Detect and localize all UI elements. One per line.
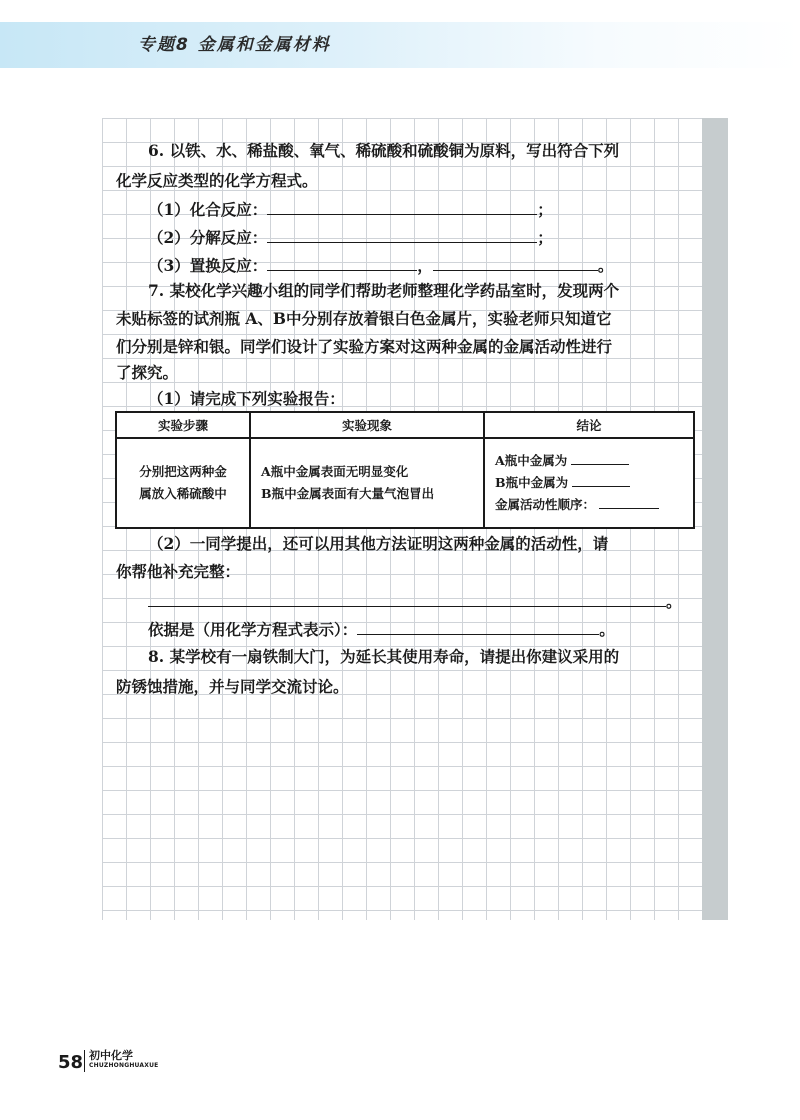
q6-decomposition-item (148, 226, 553, 249)
decomposition-answer-blank[interactable] (267, 226, 537, 243)
experiment-report-table (115, 411, 695, 529)
method-answer-blank[interactable] (148, 590, 666, 607)
header-phenomena: 实验现象 (250, 412, 484, 438)
q6-decomposition-label: （2）分解反应： (148, 228, 268, 247)
step-line-1: 分别把这两种金 (139, 464, 227, 479)
conclusion-a-line (495, 450, 683, 472)
activity-order-blank[interactable] (599, 494, 659, 509)
book-pinyin: CHUZHONGHUAXUE (89, 1062, 159, 1069)
q6-combination-end: ； (537, 200, 553, 219)
q6-displacement-item (148, 254, 613, 277)
q8-line-1: 8. 某学校有一扇铁制大门，为延长其使用寿命，请提出你建议采用的 (148, 647, 620, 666)
step-line-2: 属放入稀硫酸中 (139, 486, 227, 501)
q6-displacement-label: （3）置换反应： (148, 256, 268, 275)
chapter-title: 专题8 金属和金属材料 (138, 35, 331, 55)
book-title: 初中化学 (89, 1049, 133, 1062)
conclusion-b-line (495, 472, 683, 494)
basis-equation-blank[interactable] (357, 618, 599, 635)
conclusion-b-label: B瓶中金属为 (495, 475, 569, 490)
conclusion-a-label: A瓶中金属为 (495, 453, 568, 468)
q7-line-4: 了探究。 (116, 363, 179, 382)
q7-basis-end: 。 (599, 620, 615, 639)
q6-line-1: 6. 以铁、水、稀盐酸、氧气、稀硫酸和硫酸铜为原料，写出符合下列 (148, 141, 620, 160)
combination-answer-blank[interactable] (267, 198, 537, 215)
q6-decomposition-end: ； (537, 228, 553, 247)
cell-phenomena (250, 438, 484, 528)
page-number: 58 (58, 1052, 84, 1073)
q7-part-2-line-1: （2）一同学提出，还可以用其他方法证明这两种金属的活动性，请 (148, 534, 609, 553)
activity-order-line (495, 494, 683, 516)
q8-line-2: 防锈蚀措施，并与同学交流讨论。 (116, 677, 349, 696)
q7-method-end: 。 (666, 592, 682, 611)
table-row (116, 438, 694, 528)
header-steps: 实验步骤 (116, 412, 250, 438)
q7-line-3: 们分别是锌和银。同学们设计了实验方案对这两种金属的金属活动性进行 (116, 337, 613, 356)
q7-part-2-line-2: 你帮他补充完整： (116, 562, 241, 581)
activity-order-label: 金属活动性顺序： (495, 497, 596, 512)
q6-displacement-end: 。 (597, 256, 614, 275)
cell-conclusion (484, 438, 694, 528)
header-conclusion: 结论 (484, 412, 694, 438)
table-header-row (116, 412, 694, 438)
header-banner (0, 22, 800, 68)
q7-method-item (148, 590, 682, 613)
q6-displacement-sep: ， (417, 256, 433, 275)
q7-basis-item (148, 618, 615, 641)
phenomenon-a: A瓶中金属表面无明显变化 (261, 464, 409, 479)
q7-line-2: 未贴标签的试剂瓶 A、B中分别存放着银白色金属片，实验老师只知道它 (116, 309, 612, 328)
cell-steps (116, 438, 250, 528)
metal-b-blank[interactable] (572, 472, 630, 487)
displacement-answer-blank-1[interactable] (267, 254, 417, 271)
phenomenon-b: B瓶中金属表面有大量气泡冒出 (261, 486, 435, 501)
q7-line-1: 7. 某校化学兴趣小组的同学们帮助老师整理化学药品室时，发现两个 (148, 281, 620, 300)
q6-combination-item (148, 198, 553, 221)
metal-a-blank[interactable] (571, 450, 629, 465)
grid-paper-shadow (702, 118, 728, 920)
q6-combination-label: （1）化合反应： (148, 200, 268, 219)
footer-divider (84, 1050, 85, 1072)
displacement-answer-blank-2[interactable] (433, 254, 598, 271)
basis-label: 依据是（用化学方程式表示）： (148, 620, 358, 639)
q7-part-1-prompt: （1）请完成下列实验报告： (148, 389, 345, 408)
q6-line-2: 化学反应类型的化学方程式。 (116, 171, 318, 190)
